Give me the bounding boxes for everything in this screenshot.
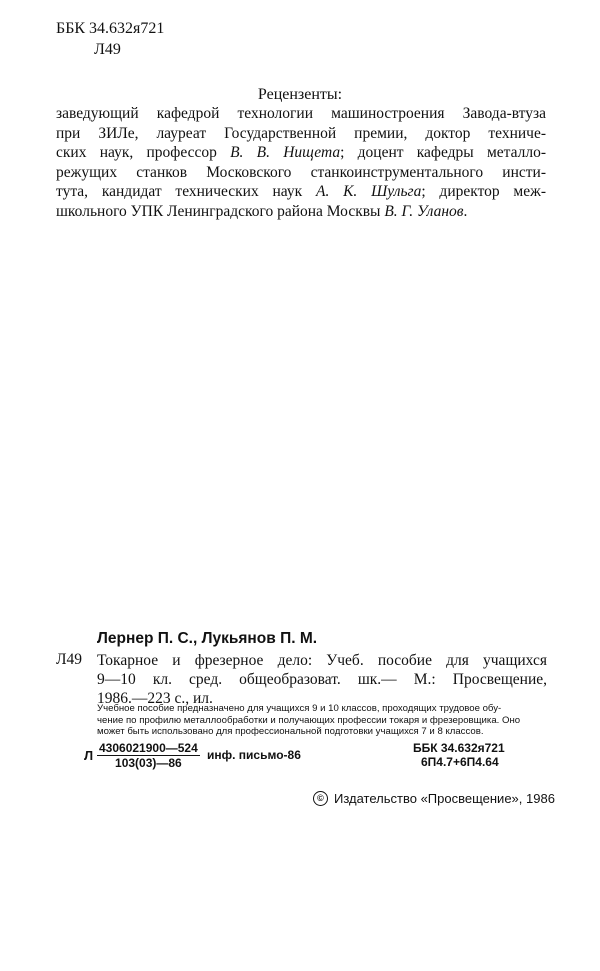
copyright-text: Издательство «Просвещение», 1986 <box>334 791 555 806</box>
annotation-line: чение по профилю металлообработки и получающих профессии токаря и фрезеровщика. Оно <box>97 714 521 726</box>
reviewers-title: Рецензенты: <box>257 86 343 103</box>
bbk-code: ББК 34.632я721 <box>56 20 165 37</box>
reviewers-line: заведующий кафедрой технологии машиностроения Завода-втуза <box>56 105 546 122</box>
reviewers-line: школьного УПК Ленинградского района Москвы В. Г. Уланов. <box>56 202 468 220</box>
catalog-code: Л49 <box>56 651 83 668</box>
bbk-bottom-line2: 6П4.7+6П4.64 <box>421 755 499 769</box>
author-code: Л49 <box>94 41 121 58</box>
reviewers-text <box>56 104 546 221</box>
reviewer-name: В. В. Нищета <box>230 144 341 161</box>
description-line: Токарное и фрезерное дело: Учеб. пособие для учащихся <box>97 652 547 669</box>
reviewers-line: тута, кандидат технических наук А. К. Шульга; директор меж- <box>56 183 546 200</box>
catalog-authors: Лернер П. С., Лукьянов П. М. <box>97 630 318 647</box>
reviewer-name: В. Г. Уланов <box>384 202 464 220</box>
copyright <box>313 791 555 806</box>
fraction-letter: Л <box>84 748 94 763</box>
reviewer-name: А. К. Шульга <box>315 183 422 200</box>
bbk-bottom-line1: ББК 34.632я721 <box>413 741 505 755</box>
copyright-icon: © <box>313 791 328 806</box>
annotation-line: может быть использовано для профессиональной подготовки учащихся 7 и 8 классов. <box>97 726 484 737</box>
fraction-denominator: 103(03)—86 <box>115 756 182 770</box>
reviewers-line: режущих станков Московского станкоинструментального инсти- <box>56 163 546 181</box>
reviewers-line: ских наук, профессор В. В. Нищета; доцент кафедры металло- <box>56 144 546 161</box>
reviewers-line: при ЗИЛе, лауреат Государственной премии, доктор техниче- <box>56 124 546 142</box>
fraction-numerator: 4306021900—524 <box>99 741 198 755</box>
catalog-annotation <box>97 703 547 738</box>
inf-letter: инф. письмо-86 <box>207 748 301 762</box>
bbk-bottom <box>413 741 505 769</box>
annotation-line: Учебное пособие предназначено для учащихся 9 и 10 классов, проходящих трудовое обу- <box>97 703 502 714</box>
catalog-description <box>97 651 547 708</box>
bbk-header <box>56 18 164 60</box>
catalog-fraction <box>97 741 200 770</box>
description-line: 1986.—223 с., ил. <box>97 690 213 707</box>
description-line: 9—10 кл. сред. общеобразоват. шк.— М.: Просвещение, <box>97 671 547 688</box>
